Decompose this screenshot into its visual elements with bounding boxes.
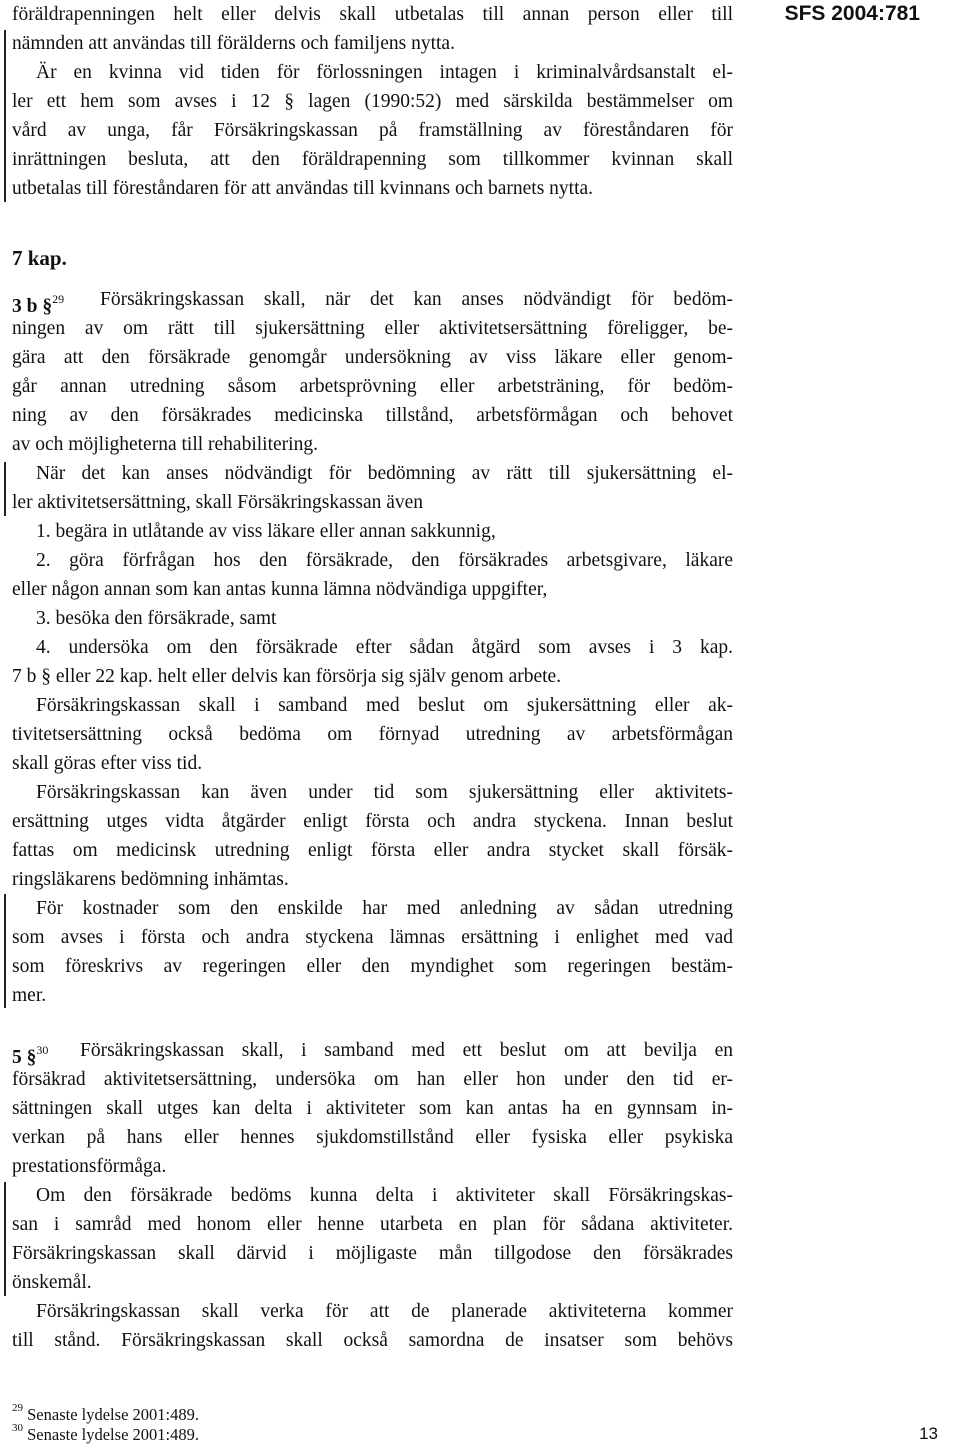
text-line: tivitetsersättning också bedöma om förnyad utredning av arbetsförmågan bbox=[12, 724, 733, 745]
list-item: 2. göra förfrågan hos den försäkrade, den försäkrades arbetsgivare, läkare bbox=[36, 550, 733, 571]
chapter-heading: 7 kap. bbox=[12, 246, 67, 270]
text-line: Om den försäkrade bedöms kunna delta i aktiviteter skall Försäkringskas- bbox=[36, 1185, 733, 1206]
text-line: 7 b § eller 22 kap. helt eller delvis kan försörja sig själv genom arbete. bbox=[12, 666, 562, 687]
section-label: 3 b § bbox=[12, 296, 53, 317]
text-line: fattas om medicinsk utredning enligt första eller andra stycket skall försäk- bbox=[12, 840, 733, 861]
text-line: Försäkringskassan skall därvid i möjligaste mån tillgodose den försäkrades bbox=[12, 1243, 733, 1264]
footnote-number: 29 bbox=[12, 1402, 23, 1414]
text-line: sättningen skall utges kan delta i aktiviteter som kan antas ha en gynnsam in- bbox=[12, 1098, 733, 1119]
text-line: Försäkringskassan skall, när det kan anses nödvändigt för bedöm- bbox=[100, 289, 733, 310]
text-line: som föreskrivs av regeringen eller den myndighet som regeringen bestäm- bbox=[12, 956, 733, 977]
text-line: verkan på hans eller hennes sjukdomstillstånd eller fysiska eller psykiska bbox=[12, 1127, 733, 1148]
text-line: gära att den försäkrade genomgår undersökning av viss läkare eller genom- bbox=[12, 347, 733, 368]
text-line: ningen av om rätt till sjukersättning eller aktivitetsersättning föreligger, be- bbox=[12, 318, 733, 339]
list-item: 3. besöka den försäkrade, samt bbox=[36, 608, 277, 629]
text-line: ler aktivitetsersättning, skall Försäkringskassan även bbox=[12, 492, 424, 513]
text-line: ler ett hem som avses i 12 § lagen (1990:52) med särskilda bestämmelser om bbox=[12, 91, 733, 112]
text-line: ning av den försäkrades medicinska tillstånd, arbetsförmågan och behovet bbox=[12, 405, 733, 426]
text-line: till stånd. Försäkringskassan skall också samordna de insatser som behövs bbox=[12, 1330, 733, 1351]
section-label: 5 § bbox=[12, 1047, 37, 1068]
change-bar bbox=[4, 462, 6, 516]
footnote-text: Senaste lydelse 2001:489. bbox=[27, 1405, 199, 1424]
text-line: san i samråd med honom eller henne utarbeta en plan för sådana aktiviteter. bbox=[12, 1214, 733, 1235]
list-item: 1. begära in utlåtande av viss läkare eller annan sakkunnig, bbox=[36, 521, 496, 542]
text-line: Försäkringskassan kan även under tid som sjukersättning eller aktivitets- bbox=[36, 782, 733, 803]
text-line: inrättningen besluta, att den föräldrapenning som tillkommer kvinnan skall bbox=[12, 149, 733, 170]
text-line: Försäkringskassan skall, i samband med ett beslut om att bevilja en bbox=[80, 1040, 733, 1061]
text-line: av och möjligheterna till rehabilitering. bbox=[12, 434, 318, 455]
footnote-number: 30 bbox=[12, 1422, 23, 1434]
text-line: går annan utredning såsom arbetsprövning eller arbetsträning, för bedöm- bbox=[12, 376, 733, 397]
section-first-line bbox=[12, 1036, 733, 1068]
text-line: skall göras efter viss tid. bbox=[12, 753, 203, 774]
change-bar bbox=[4, 894, 6, 1008]
text-line: mer. bbox=[12, 985, 47, 1006]
text-line: När det kan anses nödvändigt för bedömning av rätt till sjukersättning el- bbox=[36, 463, 733, 484]
text-line: försäkrad aktivitetsersättning, undersöka om han eller hon under den tid er- bbox=[12, 1069, 733, 1090]
text-line: nämnden att användas till förälderns och familjens nytta. bbox=[12, 33, 455, 54]
text-line: Försäkringskassan skall i samband med beslut om sjukersättning eller ak- bbox=[36, 695, 733, 716]
text-line: För kostnader som den enskilde har med anledning av sådan utredning bbox=[36, 898, 733, 919]
footnote bbox=[12, 1418, 199, 1445]
text-line: som avses i första och andra styckena lämnas ersättning i enlighet med vad bbox=[12, 927, 733, 948]
page-number: 13 bbox=[919, 1424, 938, 1443]
text-line: Försäkringskassan skall verka för att de planerade aktiviteterna kommer bbox=[36, 1301, 733, 1322]
footnote-ref: 29 bbox=[52, 292, 65, 306]
text-line: önskemål. bbox=[12, 1272, 92, 1293]
text-line: ringsläkarens bedömning inhämtas. bbox=[12, 869, 289, 890]
text-line: prestationsförmåga. bbox=[12, 1156, 167, 1177]
change-bar bbox=[4, 30, 6, 202]
text-line: vård av unga, får Försäkringskassan på framställning av föreståndaren för bbox=[12, 120, 733, 141]
section-first-line bbox=[12, 285, 733, 317]
text-line: utbetalas till föreståndaren för att användas till kvinnans och barnets nytta. bbox=[12, 178, 594, 199]
list-item: 4. undersöka om den försäkrade efter sådan åtgärd som avses i 3 kap. bbox=[36, 637, 733, 658]
text-line: eller någon annan som kan antas kunna lämna nödvändiga uppgifter, bbox=[12, 579, 548, 600]
footnote-text: Senaste lydelse 2001:489. bbox=[27, 1425, 199, 1444]
text-line: ersättning utges vidta åtgärder enligt första och andra styckena. Innan beslut bbox=[12, 811, 733, 832]
text-line: föräldrapenningen helt eller delvis skall utbetalas till annan person eller till bbox=[12, 4, 733, 25]
change-bar bbox=[4, 1182, 6, 1296]
text-line: Är en kvinna vid tiden för förlossningen intagen i kriminalvårdsanstalt el- bbox=[36, 62, 733, 83]
footnote-ref: 30 bbox=[36, 1043, 49, 1057]
sfs-number: SFS 2004:781 bbox=[784, 2, 920, 25]
